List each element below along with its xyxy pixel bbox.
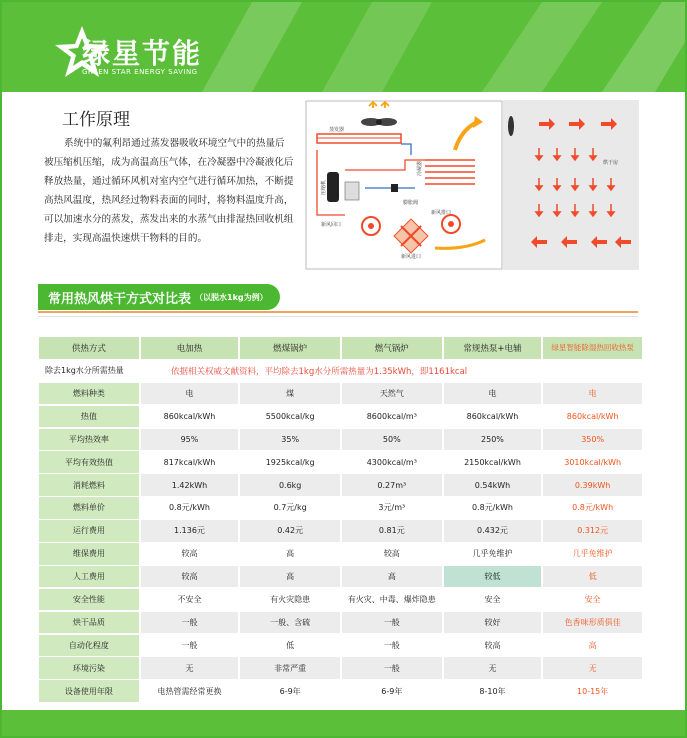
table-cell: 860kcal/kWh	[141, 406, 239, 428]
table-cell: 0.42元	[240, 520, 340, 542]
table-cell: 1.136元	[141, 520, 239, 542]
table-cell: 一般	[141, 635, 239, 657]
comparison-table	[39, 337, 642, 703]
highlight-cell: 无	[543, 657, 642, 679]
table-cell: 2150kcal/kWh	[444, 451, 542, 473]
table-row	[39, 657, 642, 680]
principle-text: 系统中的氟利昂通过蒸发器吸收环境空气中的热量后被压缩机压缩，成为高温高压气体，在冷凝器中冷凝液化后释放热量，通过循环风机对室内空气进行循环加热，不断提高热风温度，热风经过物料表面的同时，将物料温度升高，可以加速水分的蒸发，蒸发出来的水蒸气由排湿热回收机组排走，实现高温快速烘干物料的目的。	[44, 138, 294, 244]
table-row	[39, 520, 642, 543]
table-cell: 6-9年	[240, 680, 340, 702]
table-cell: 8-10年	[444, 680, 542, 702]
table-row	[39, 680, 642, 703]
row-label: 燃料种类	[39, 383, 139, 405]
table-cell: 50%	[342, 429, 442, 451]
condenser-label: 冷凝器	[417, 160, 423, 176]
brand-name: 绿星节能	[82, 37, 203, 70]
expansion-label: 膨胀阀	[403, 200, 419, 206]
airflow-arrows	[531, 118, 631, 248]
table-cell: 0.7元/kg	[240, 497, 340, 519]
table-row	[39, 635, 642, 658]
table-row	[39, 383, 642, 406]
table-cell: 有火灾隐患	[240, 589, 340, 611]
table-cell: 低	[240, 635, 340, 657]
table-row	[39, 429, 642, 452]
table-cell: 有火灾、中毒、爆炸隐患	[342, 589, 442, 611]
table-cell: 1925kcal/kg	[240, 451, 340, 473]
table-cell: 6-9年	[342, 680, 442, 702]
highlight-cell: 安全	[543, 589, 642, 611]
header-cell: 电加热	[141, 337, 239, 359]
highlight-cell: 电	[543, 383, 642, 405]
table-cell: 0.27m³	[342, 474, 442, 496]
table-row	[39, 566, 642, 589]
table-row	[39, 612, 642, 635]
table-cell: 8600kcal/m³	[342, 406, 442, 428]
table-cell: 电	[141, 383, 239, 405]
header-cell-highlight: 绿星智能除湿热回收热泵	[543, 337, 642, 359]
table-cell: 3元/m³	[342, 497, 442, 519]
table-cell: 高	[240, 543, 340, 565]
table-cell: 一般	[342, 657, 442, 679]
table-cell: 较高	[444, 635, 542, 657]
highlight-cell: 860kcal/kWh	[543, 406, 642, 428]
table-cell: 较好	[444, 612, 542, 634]
table-row	[39, 543, 642, 566]
table-cell: 0.8元/kWh	[444, 497, 542, 519]
dryer-fan-icon	[508, 116, 514, 136]
section-divider-thin	[38, 316, 638, 317]
table-cell: 几乎免维护	[444, 543, 542, 565]
exhaust-label: 新风排口	[431, 210, 452, 216]
highlight-cell: 350%	[543, 429, 642, 451]
table-row	[39, 497, 642, 520]
table-body	[39, 383, 642, 703]
row-label: 热值	[39, 406, 139, 428]
table-cell: 电	[444, 383, 542, 405]
table-note-row	[39, 360, 642, 383]
dryer-label: 烘干房	[603, 160, 619, 166]
table-cell: 安全	[444, 589, 542, 611]
highlight-cell: 几乎免维护	[543, 543, 642, 565]
table-cell: 天然气	[342, 383, 442, 405]
table-cell: 较低	[444, 566, 542, 588]
table-cell: 煤	[240, 383, 340, 405]
fresh-label: 新风进口	[401, 254, 422, 260]
compressor-icon	[327, 172, 339, 202]
highlight-cell: 0.8元/kWh	[543, 497, 642, 519]
table-cell: 5500kcal/kg	[240, 406, 340, 428]
expansion-valve-icon	[391, 184, 398, 192]
table-cell: 无	[141, 657, 239, 679]
highlight-cell: 低	[543, 566, 642, 588]
table-cell: 电热管需经常更换	[141, 680, 239, 702]
row-label: 安全性能	[39, 589, 139, 611]
row-label: 运行费用	[39, 520, 139, 542]
table-cell: 高	[342, 566, 442, 588]
table-cell: 无	[444, 657, 542, 679]
table-cell: 0.6kg	[240, 474, 340, 496]
header-cell: 燃气锅炉	[342, 337, 442, 359]
table-cell: 不安全	[141, 589, 239, 611]
highlight-cell: 0.312元	[543, 520, 642, 542]
table-cell: 高	[240, 566, 340, 588]
section-divider	[38, 311, 638, 313]
header-cell: 供热方式	[39, 337, 139, 359]
table-cell: 0.54kWh	[444, 474, 542, 496]
row-label: 自动化程度	[39, 635, 139, 657]
note-label: 除去1kg水分所需热量	[39, 360, 139, 382]
row-label: 平均有效热值	[39, 451, 139, 473]
highlight-cell: 0.39kWh	[543, 474, 642, 496]
table-cell: 250%	[444, 429, 542, 451]
table-cell: 一般、含硫	[240, 612, 340, 634]
section-subtitle: （以脱水1kg为例）	[195, 292, 268, 302]
table-cell: 较高	[141, 543, 239, 565]
table-cell: 4300kcal/m³	[342, 451, 442, 473]
row-label: 烘干品质	[39, 612, 139, 634]
table-cell: 860kcal/kWh	[444, 406, 542, 428]
table-cell: 817kcal/kWh	[141, 451, 239, 473]
table-cell: 35%	[240, 429, 340, 451]
table-cell: 一般	[141, 612, 239, 634]
row-label: 环境污染	[39, 657, 139, 679]
table-row	[39, 589, 642, 612]
header-cell: 常规热泵+电辅	[444, 337, 542, 359]
heat-pump-diagram	[305, 100, 503, 270]
footer-bar	[2, 710, 685, 736]
return-label: 新风回口	[321, 222, 342, 228]
table-cell: 一般	[342, 635, 442, 657]
table-cell: 1.42kWh	[141, 474, 239, 496]
section-title-bar	[38, 284, 280, 310]
highlight-cell: 色香味形质俱佳	[543, 612, 642, 634]
row-label: 设备使用年限	[39, 680, 139, 702]
table-row	[39, 451, 642, 474]
note-text: 依据相关权威文献资料，平均除去1kg水分所需热量为1.35kWh，即1161kcal	[141, 360, 642, 382]
downward-arrows	[536, 148, 614, 216]
principle-title: 工作原理	[62, 110, 130, 130]
header-cell: 燃煤锅炉	[240, 337, 340, 359]
table-cell: 95%	[141, 429, 239, 451]
table-row	[39, 406, 642, 429]
table-cell: 0.81元	[342, 520, 442, 542]
highlight-cell: 3010kcal/kWh	[543, 451, 642, 473]
table-cell: 0.8元/kWh	[141, 497, 239, 519]
table-cell: 较高	[141, 566, 239, 588]
brand-english: GREEN STAR ENERGY SAVING	[82, 68, 198, 76]
section-title: 常用热风烘干方式对比表	[48, 291, 192, 307]
row-label: 维保费用	[39, 543, 139, 565]
table-row	[39, 474, 642, 497]
table-cell: 非常严重	[240, 657, 340, 679]
compressor-label: 压缩机	[321, 179, 327, 195]
table-cell: 较高	[342, 543, 442, 565]
row-label: 燃料单价	[39, 497, 139, 519]
table-cell: 一般	[342, 612, 442, 634]
row-label: 消耗燃料	[39, 474, 139, 496]
evaporator-label: 蒸发器	[329, 127, 345, 133]
table-cell: 0.432元	[444, 520, 542, 542]
table-header-row	[39, 337, 642, 360]
header-banner	[2, 2, 685, 92]
row-label: 平均热效率	[39, 429, 139, 451]
highlight-cell: 10-15年	[543, 680, 642, 702]
row-label: 人工费用	[39, 566, 139, 588]
fan-icon	[361, 118, 397, 126]
drying-room-airflow	[503, 100, 639, 270]
highlight-cell: 高	[543, 635, 642, 657]
